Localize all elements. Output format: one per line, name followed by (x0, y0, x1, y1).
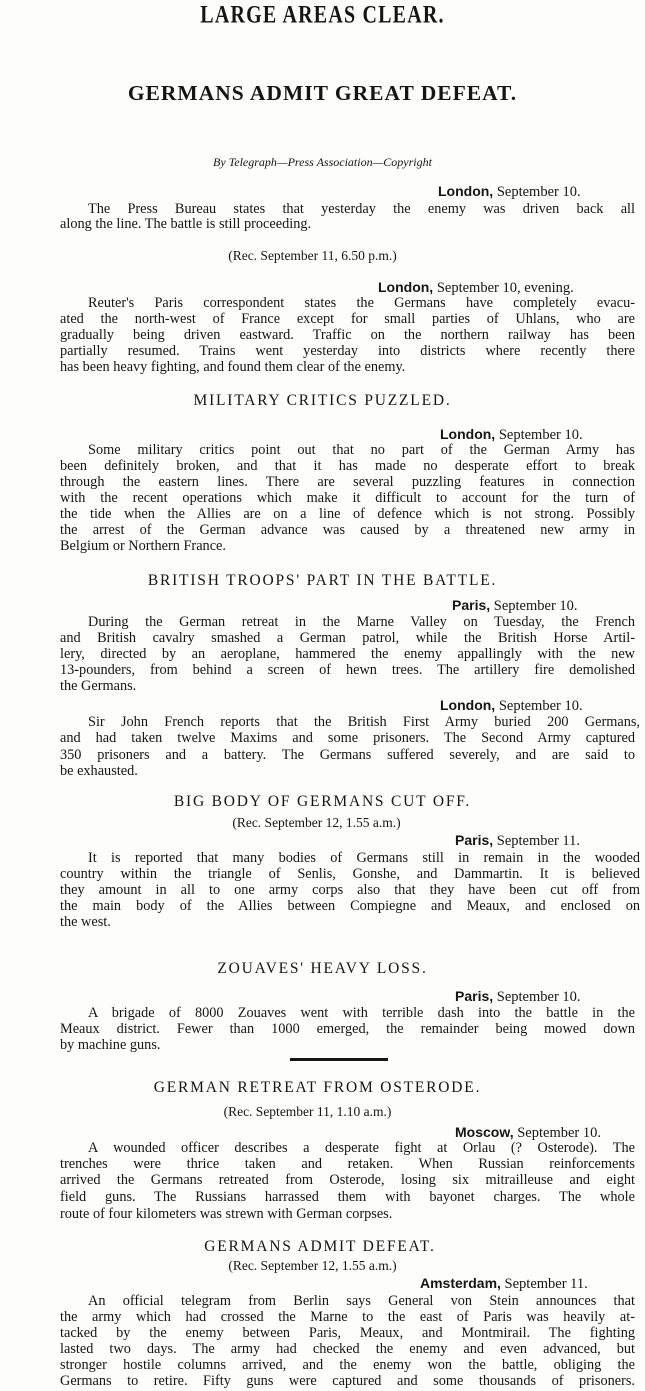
section-heading: GERMAN RETREAT FROM OSTERODE. (153, 1079, 482, 1096)
dateline (452, 598, 645, 613)
article-line: been definitely broken, and that it has made no desperate effort to break (60, 458, 635, 474)
article-line: and had taken twelve Maxims and some prisoners. The Second Army captured (60, 730, 635, 746)
article-line: lery, directed by an aeroplane, hammered the enemy appallingly with the new (60, 646, 635, 662)
section-divider (290, 1058, 388, 1061)
article-line: Some military critics point out that no part of the German Army has (88, 442, 635, 458)
article-line: ated the north-west of France except for small parties of Uhlans, who are (60, 311, 635, 327)
article-line: 13-pounders, from behind a screen of hewn trees. The artillery fire demolished (60, 662, 635, 678)
dateline (455, 1125, 645, 1140)
dateline (440, 698, 645, 713)
dateline-date: September 11. (496, 833, 580, 849)
dateline-date: September 10. (493, 598, 578, 614)
received-note: (Rec. September 11, 1.10 a.m.) (223, 1104, 392, 1119)
article-line: country within the triangle of Senlis, Gonshe, and Dammartin. It is believed (60, 866, 640, 882)
dateline-city: London, (378, 279, 434, 295)
section-heading: MILITARY CRITICS PUZZLED. (193, 392, 452, 409)
article-line: partially resumed. Trains went yesterday into districts where recently there (60, 343, 635, 359)
section-heading: BIG BODY OF GERMANS CUT OFF. (173, 793, 472, 810)
dateline-date: September 10. (498, 698, 583, 714)
dateline-date: September 10. (496, 184, 581, 200)
dateline (420, 1276, 645, 1291)
section-heading: ZOUAVES' HEAVY LOSS. (217, 960, 428, 977)
article-line: along the line. The battle is still proceeding. (60, 216, 312, 232)
dateline-date: September 10. (496, 989, 581, 1005)
article-line: lasted two days. The army had checked the enemy and even advanced, but (60, 1341, 635, 1357)
article-line: the main body of the Allies between Compiegne and Meaux, and enclosed on (60, 898, 640, 914)
article-line: A brigade of 8000 Zouaves went with terrible dash into the battle in the (88, 1005, 635, 1021)
article-line: Belgium or Northern France. (60, 538, 226, 554)
dateline-city: London, (440, 697, 496, 713)
dateline-city: Paris, (452, 597, 491, 613)
article-line: trenches were thrice taken and retaken. When Russian reinforcements (60, 1156, 635, 1172)
article-line: the Germans. (60, 678, 137, 694)
article-line: A wounded officer describes a desperate fight at Orlau (? Osterode). The (88, 1140, 635, 1156)
article-line: by machine guns. (60, 1037, 161, 1053)
article-line: gradually being driven eastward. Traffic on the northern railway has been (60, 327, 635, 343)
dateline-date: September 11. (504, 1276, 588, 1292)
article-line: has been heavy fighting, and found them clear of the enemy. (60, 359, 406, 375)
received-note: (Rec. September 12, 1.55 a.m.) (232, 815, 401, 830)
dateline (455, 989, 645, 1004)
dateline-date: September 10. (517, 1125, 601, 1141)
article-line: the west. (60, 914, 111, 930)
article-line: Reuter's Paris correspondent states the Germans have completely evacu- (88, 295, 635, 311)
article-line: with the recent operations which make it difficult to account for the turn of (60, 490, 635, 506)
dateline-city: Amsterdam, (420, 1275, 501, 1291)
article-line: the tide when the Allies are on a line of defence which is not strong. Possibly (60, 506, 635, 522)
article-line: through the eastern lines. There are several puzzling features in connection (60, 474, 635, 490)
section-heading: GERMANS ADMIT DEFEAT. (204, 1238, 436, 1255)
article-line: tacked by the enemy between Paris, Meaux, and Montmirail. The fighting (60, 1325, 635, 1341)
article-line: the arrest of the German advance was caused by a threatened new army in (60, 522, 635, 538)
byline: By Telegraph—Press Association—Copyright (213, 155, 432, 169)
article-line: An official telegram from Berlin says General von Stein announces that (88, 1293, 635, 1309)
article-line: Germans to retire. Fifty guns were captured and some thousands of prisoners. (60, 1373, 635, 1389)
main-headline: GERMANS ADMIT GREAT DEFEAT. (127, 81, 518, 105)
dateline-city: London, (440, 426, 496, 442)
top-headline: LARGE AREAS CLEAR. (200, 1, 445, 29)
article-line: During the German retreat in the Marne Valley on Tuesday, the French (88, 614, 635, 630)
dateline-city: Paris, (455, 832, 494, 848)
article-line: be exhausted. (60, 763, 138, 779)
article-line: 350 prisoners and a battery. The Germans suffered severely, and are said to (60, 747, 635, 763)
received-note: (Rec. September 11, 6.50 p.m.) (228, 248, 397, 263)
dateline-city: Moscow, (455, 1124, 514, 1140)
article-line: the army which had crossed the Marne to the east of Paris was heavily at- (60, 1309, 635, 1325)
dateline-date: September 10. (498, 427, 583, 443)
article-line: stronger hostile columns arrived, and the enemy won the battle, obliging the (60, 1357, 635, 1373)
dateline-date: September 10, evening. (436, 280, 574, 296)
article-line: It is reported that many bodies of Germans still in remain in the wooded (88, 850, 640, 866)
dateline (440, 427, 645, 442)
article-line: Meaux district. Fewer than 1000 emerged, the remainder being mowed down (60, 1021, 635, 1037)
dateline (438, 184, 645, 199)
article-line: and British cavalry smashed a German patrol, while the British Horse Artil- (60, 630, 635, 646)
section-heading: BRITISH TROOPS' PART IN THE BATTLE. (147, 572, 498, 589)
article-line: they amount in all to one army corps also that they have been cut off from (60, 882, 640, 898)
dateline (378, 280, 645, 295)
article-line: field guns. The Russians harrassed them with bayonet charges. The whole (60, 1189, 635, 1205)
article-line: The Press Bureau states that yesterday the enemy was driven back all (88, 201, 635, 217)
article-line: Sir John French reports that the British First Army buried 200 Germans, (88, 714, 640, 730)
received-note: (Rec. September 12, 1.55 a.m.) (228, 1258, 397, 1273)
dateline-city: Paris, (455, 988, 494, 1004)
dateline (455, 833, 645, 848)
dateline-city: London, (438, 183, 494, 199)
article-line: arrived the Germans retreated from Osterode, losing six mitrailleuse and eight (60, 1172, 635, 1188)
article-line: route of four kilometers was strewn with German corpses. (60, 1206, 393, 1222)
